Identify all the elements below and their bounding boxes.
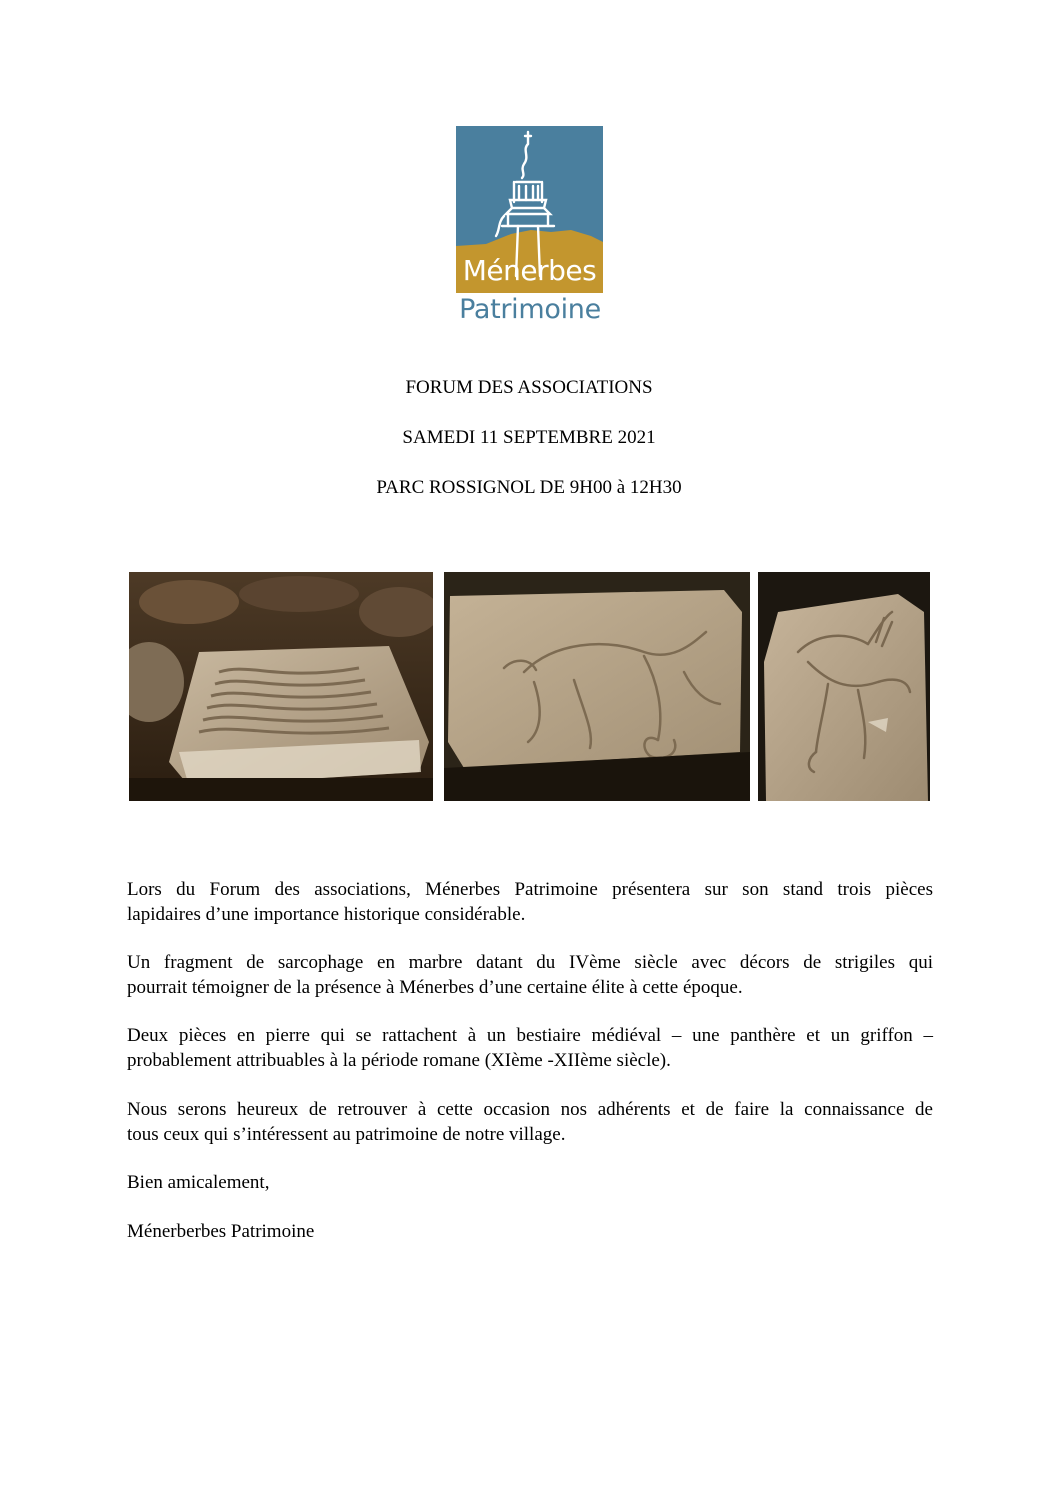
event-title: FORUM DES ASSOCIATIONS	[405, 377, 653, 398]
photo-sarcophagus	[129, 572, 433, 801]
paragraph-invitation	[127, 1098, 933, 1147]
paragraph-line: tous ceux qui s’intéressent au patrimoine de notre village.	[127, 1123, 566, 1145]
paragraph-line: pourrait témoigner de la présence à Ménerbes d’une certaine élite à cette époque.	[127, 976, 743, 998]
closing-line: Bien amicalement,	[127, 1172, 270, 1193]
photo-griffin-slab	[758, 572, 930, 801]
logo-subtitle: Patrimoine	[459, 294, 601, 325]
event-place-time: PARC ROSSIGNOL DE 9H00 à 12H30	[376, 477, 682, 498]
logo-emblem	[456, 126, 603, 293]
paragraph-sarcophagus	[127, 951, 933, 1000]
paragraph-line: Un fragment de sarcophage en marbre datant du IVème siècle avec décors de strigiles qui	[127, 952, 933, 973]
paragraph-line: Lors du Forum des associations, Ménerbes Patrimoine présentera sur son stand trois pièces	[127, 879, 933, 900]
photo-panther-slab	[444, 572, 750, 801]
paragraph-bestiary	[127, 1024, 933, 1073]
signature: Ménerberbes Patrimoine	[127, 1221, 315, 1242]
paragraph-line: probablement attribuables à la période romane (XIème -XIIème siècle).	[127, 1049, 671, 1071]
paragraph-intro	[127, 878, 933, 927]
paragraph-line: Deux pièces en pierre qui se rattachent à un bestiaire médiéval – une panthère et un griffon –	[127, 1025, 933, 1046]
event-date: SAMEDI 11 SEPTEMBRE 2021	[402, 427, 656, 448]
paragraph-line: lapidaires d’une importance historique considérable.	[127, 903, 526, 925]
menerbes-patrimoine-logo	[456, 126, 604, 326]
paragraph-line: Nous serons heureux de retrouver à cette occasion nos adhérents et de faire la connaissance de	[127, 1099, 933, 1120]
logo-name: Ménerbes	[462, 254, 597, 287]
